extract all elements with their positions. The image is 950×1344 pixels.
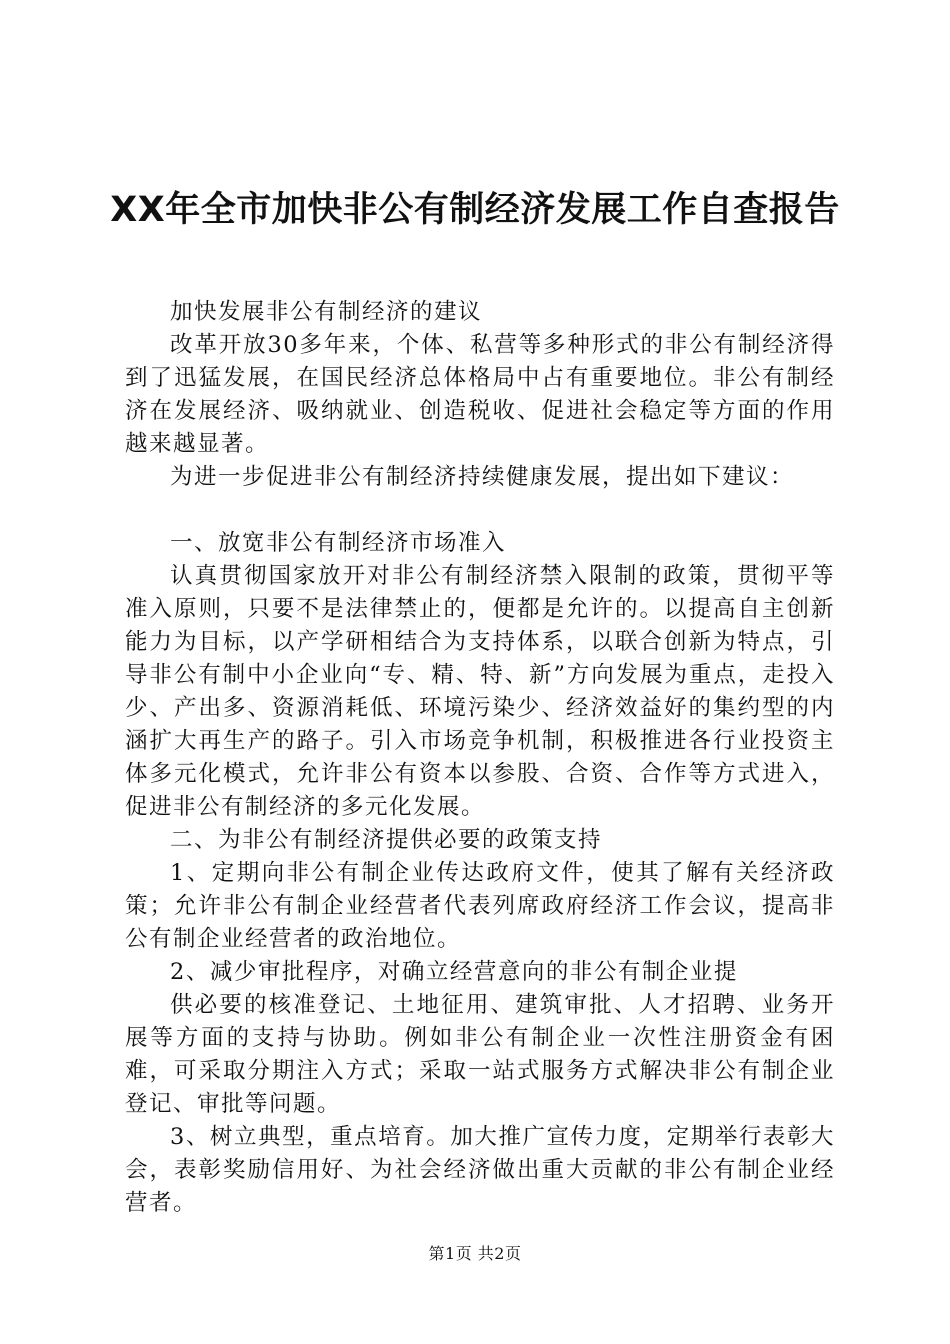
section-heading-2: 二、为非公有制经济提供必要的政策支持: [170, 827, 603, 853]
blank-line: [125, 494, 835, 527]
paragraph-intro: 改革开放30多年来，个体、私营等多种形式的非公有制经济得到了迅猛发展，在国民经济总体格局中占有重要地位。非公有制经济在发展经济、吸纳就业、创造税收、促进社会稳定等方面的作用越来越显著。: [125, 332, 835, 457]
section-heading-1: 一、放宽非公有制经济市场准入: [170, 530, 507, 556]
page-number: 第1页 共2页: [428, 1244, 522, 1263]
paragraph-item-2-continued: 供必要的核准登记、土地征用、建筑审批、人才招聘、业务开展等方面的支持与协助。例如非公有制企业一次性注册资金有困难，可采取分期注入方式；采取一站式服务方式解决非公有制企业登记、审批等问题。: [125, 992, 835, 1117]
paragraph-item-3: 3、树立典型，重点培育。加大推广宣传力度，定期举行表彰大会，表彰奖励信用好、为社会经济做出重大贡献的非公有制企业经营者。: [125, 1124, 835, 1216]
paragraph-item-2: 2、减少审批程序，对确立经营意向的非公有制企业提: [170, 959, 738, 985]
paragraph-suggestion-heading: 加快发展非公有制经济的建议: [170, 299, 483, 325]
document-body: [125, 296, 835, 1220]
document-title: XX年全市加快非公有制经济发展工作自查报告: [110, 190, 840, 230]
paragraph-proposal-lead: 为进一步促进非公有制经济持续健康发展，提出如下建议：: [170, 464, 795, 490]
paragraph-section-1: 认真贯彻国家放开对非公有制经济禁入限制的政策，贯彻平等准入原则，只要不是法律禁止的，便都是允许的。以提高自主创新能力为目标，以产学研相结合为支持体系，以联合创新为特点，引导非公有制中小企业向“专、精、特、新”方向发展为重点，走投入少、产出多、资源消耗低、环境污染少、经济效益好的集约型的内涵扩大再生产的路子。引入市场竞争机制，积极推进各行业投资主体多元化模式，允许非公有资本以参股、合资、合作等方式进入，促进非公有制经济的多元化发展。: [125, 563, 835, 820]
paragraph-item-1: 1、定期向非公有制企业传达政府文件，使其了解有关经济政策；允许非公有制企业经营者代表列席政府经济工作会议，提高非公有制企业经营者的政治地位。: [125, 860, 835, 952]
